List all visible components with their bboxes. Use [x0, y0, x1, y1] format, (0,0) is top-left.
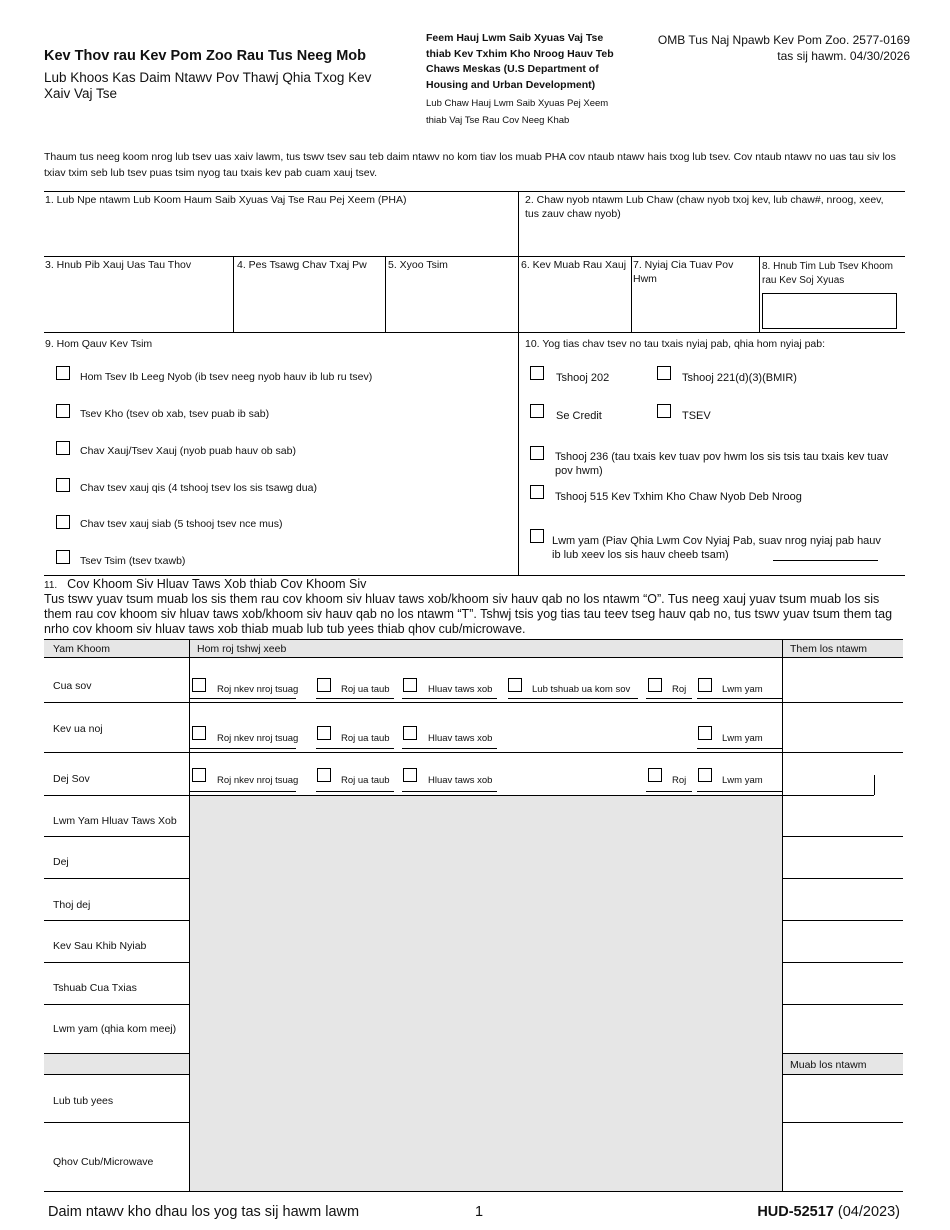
- field-5-year-built: 5. Xyoo Tsim: [388, 259, 448, 271]
- col-header-fuel: Hom roj tshwj xeeb: [197, 643, 287, 655]
- field-8-inspection-date: 8. Hnub Tim Lub Tsev Khoom rau Kev Soj Xyuas: [762, 261, 893, 286]
- row-sewer: Thoj dej: [53, 899, 91, 911]
- heating-other-label: Lwm yam: [722, 684, 763, 695]
- cooking-bottle-gas-checkbox[interactable]: [317, 726, 331, 740]
- department-name: Feem Hauj Lwm Saib Xyuas Vaj Tse thiab Kev Txhim Kho Nroog Hauv Teb Chaws Meskas (U.S Department of Housing and Urban Development): [426, 32, 614, 91]
- row-cooking: Kev ua noj: [53, 723, 103, 735]
- heating-electric-label: Hluav taws xob: [428, 684, 493, 695]
- heating-oil-checkbox[interactable]: [648, 678, 662, 692]
- option-other-subsidy: Lwm yam (Piav Qhia Lwm Cov Nyiaj Pab, suav nrog nyiaj pab hauv ib lub xeev los sis hauv cheeb tsam): [552, 535, 881, 561]
- omb-info: [630, 32, 910, 64]
- section-11-number: 11.: [44, 580, 58, 591]
- option-section-202: Tshooj 202: [556, 372, 610, 384]
- water-heating-electric-label: Hluav taws xob: [428, 775, 493, 786]
- row-air-conditioning: Tshuab Cua Txias: [53, 982, 137, 994]
- checkbox-tax-credit[interactable]: [530, 404, 544, 418]
- water-heating-other-label: Lwm yam: [722, 775, 763, 786]
- checkbox-duplex[interactable]: [56, 404, 70, 418]
- row-other-electric: Lwm Yam Hluav Taws Xob: [53, 815, 177, 827]
- checkbox-home[interactable]: [657, 404, 671, 418]
- form-date: (04/2023): [833, 1204, 900, 1220]
- option-section-221: Tshooj 221(d)(3)(BMIR): [682, 372, 797, 384]
- heating-heat-pump-checkbox[interactable]: [508, 678, 522, 692]
- field-6-rent: 6. Kev Muab Rau Xauj: [521, 259, 627, 271]
- footer-note: Daim ntawv kho dhau los yog tas sij hawm lawm: [48, 1204, 360, 1220]
- water-heating-bottle-gas-label: Roj ua taub: [341, 775, 390, 786]
- field-3-move-in-date: 3. Hnub Pib Xauj Uas Tau Thov: [45, 259, 192, 271]
- heating-oil-label: Roj: [672, 684, 687, 695]
- office-name: Lub Chaw Hauj Lwm Saib Xyuas Pej Xeem thiab Vaj Tse Rau Cov Neeg Khab: [426, 98, 609, 126]
- heating-electric-checkbox[interactable]: [403, 678, 417, 692]
- intro-text: Thaum tus neeg koom nrog lub tsev uas xaiv lawm, tus tswv tsev sau teb daim ntawv no kom tiav los muab PHA cov ntaub ntawv hais txog lub tsev. Cov ntaub ntawv no uas tau siv los txiav txim seb lub tsev puas tsim nyog tau txais kev pab cuam xauj tsev.: [44, 151, 896, 179]
- heating-natural-gas-label: Roj nkev nroj tsuag: [217, 684, 299, 695]
- option-high-rise: Chav tsev xauj siab (5 tshooj tsev nce mus): [80, 518, 283, 530]
- checkbox-single-family[interactable]: [56, 366, 70, 380]
- appliance-header-bg: [44, 1053, 190, 1074]
- water-heating-bottle-gas-checkbox[interactable]: [317, 768, 331, 782]
- heating-heat-pump-label: Lub tshuab ua kom sov: [532, 684, 631, 695]
- form-id: [700, 1204, 900, 1220]
- section-9-title: 9. Hom Qauv Kev Tsim: [45, 338, 153, 350]
- water-heating-electric-checkbox[interactable]: [403, 768, 417, 782]
- col-header-provided-by: Muab los ntawm: [790, 1059, 867, 1071]
- section-11-title-text: Cov Khoom Siv Hluav Taws Xob thiab Cov Khoom Siv: [67, 577, 367, 591]
- checkbox-rowhouse[interactable]: [56, 441, 70, 455]
- field-2-unit-address: 2. Chaw nyob ntawm Lub Chaw (chaw nyob txoj kev, lub chaw#, nroog, xeev, tus zauv chaw nyob): [525, 194, 884, 220]
- row-water-heating: Dej Sov: [53, 773, 90, 785]
- checkbox-low-rise[interactable]: [56, 478, 70, 492]
- option-manufactured: Tsev Tsim (tsev txawb): [80, 555, 186, 567]
- omb-number: OMB Tus Naj Npawb Kev Pom Zoo. 2577-0169: [657, 33, 910, 47]
- option-tax-credit: Se Credit: [556, 410, 602, 422]
- cooking-bottle-gas-label: Roj ua taub: [341, 733, 390, 744]
- other-subsidy-line[interactable]: [773, 560, 878, 561]
- row-water: Dej: [53, 856, 69, 868]
- col-header-item: Yam Khoom: [53, 643, 110, 655]
- checkbox-section-202[interactable]: [530, 366, 544, 380]
- section-10-title: 10. Yog tias chav tsev no tau txais nyiaj pab, qhia hom nyiaj pab:: [525, 338, 826, 350]
- inspection-date-input[interactable]: [762, 293, 897, 329]
- option-single-family: Hom Tsev Ib Leeg Nyob (ib tsev neeg nyob hauv ib lub ru tsev): [80, 371, 373, 383]
- water-heating-natural-gas-label: Roj nkev nroj tsuag: [217, 775, 299, 786]
- row-range-microwave: Qhov Cub/Microwave: [53, 1156, 154, 1168]
- section-11-title: [44, 577, 366, 591]
- field-4-bedrooms: 4. Pes Tsawg Chav Txaj Pw: [237, 259, 367, 271]
- row-heating: Cua sov: [53, 680, 92, 692]
- water-heating-natural-gas-checkbox[interactable]: [192, 768, 206, 782]
- checkbox-section-236[interactable]: [530, 446, 544, 460]
- heating-bottle-gas-label: Roj ua taub: [341, 684, 390, 695]
- section-11-instructions: Tus tswv yuav tsum muab los sis them rau cov khoom siv hluav taws xob/khoom siv hauv qab no los ntawm “O”. Tus neeg xauj yuav tsum muab los sis them rau cov khoom siv hluav taws xob/khoom siv hauv qab no los ntawm “T”. Tshwj tsis yog tias tau teev tseg hauv qab no, tus tswv yuav tsum them tag nrho cov khoom siv hluav taws xob thiab muab lub tub yees thiab qhov cub/microwave.: [44, 592, 893, 636]
- checkbox-section-221[interactable]: [657, 366, 671, 380]
- option-rowhouse: Chav Xauj/Tsev Xauj (nyob puab hauv ob sab): [80, 445, 296, 457]
- water-heating-oil-label: Roj: [672, 775, 687, 786]
- page-number: 1: [475, 1204, 484, 1220]
- option-section-515: Tshooj 515 Kev Txhim Kho Chaw Nyob Deb Nroog: [555, 491, 802, 503]
- water-heating-other-checkbox[interactable]: [698, 768, 712, 782]
- option-home: TSEV: [682, 410, 711, 422]
- option-duplex: Tsev Kho (tsev ob xab, tsev puab ib sab): [80, 408, 270, 420]
- row-refrigerator: Lub tub yees: [53, 1095, 114, 1107]
- cooking-natural-gas-label: Roj nkev nroj tsuag: [217, 733, 299, 744]
- form-subtitle: Lub Khoos Kas Daim Ntawv Pov Thawj Qhia Txog Kev Xaiv Vaj Tse: [44, 70, 372, 101]
- cooking-natural-gas-checkbox[interactable]: [192, 726, 206, 740]
- checkbox-manufactured[interactable]: [56, 550, 70, 564]
- form-title: Kev Thov rau Kev Pom Zoo Rau Tus Neeg Mob: [44, 48, 366, 64]
- checkbox-other-subsidy[interactable]: [530, 529, 544, 543]
- option-section-236: Tshooj 236 (tau txais kev tuav pov hwm los sis tsis tau txais kev tuav pov hwm): [555, 451, 889, 477]
- heating-natural-gas-checkbox[interactable]: [192, 678, 206, 692]
- row-other-specify: Lwm yam (qhia kom meej): [53, 1023, 177, 1035]
- field-7-deposit: 7. Nyiaj Cia Tuav Pov Hwm: [633, 259, 734, 285]
- water-heating-oil-checkbox[interactable]: [648, 768, 662, 782]
- cooking-other-label: Lwm yam: [722, 733, 763, 744]
- cooking-electric-label: Hluav taws xob: [428, 733, 493, 744]
- form-number: HUD-52517: [757, 1204, 834, 1220]
- cooking-electric-checkbox[interactable]: [403, 726, 417, 740]
- col-header-paid-by: Them los ntawm: [790, 643, 868, 655]
- row-trash: Kev Sau Khib Nyiab: [53, 940, 147, 952]
- option-low-rise: Chav tsev xauj qis (4 tshooj tsev los sis tsawg dua): [80, 482, 317, 494]
- checkbox-high-rise[interactable]: [56, 515, 70, 529]
- field-1-pha-name: 1. Lub Npe ntawm Lub Koom Haum Saib Xyuas Vaj Tse Rau Pej Xeem (PHA): [45, 194, 407, 206]
- unused-area: [190, 795, 782, 1191]
- cooking-other-checkbox[interactable]: [698, 726, 712, 740]
- checkbox-section-515[interactable]: [530, 485, 544, 499]
- table-header-bg: [44, 640, 782, 657]
- heating-other-checkbox[interactable]: [698, 678, 712, 692]
- omb-expiry: tas sij hawm. 04/30/2026: [777, 49, 910, 63]
- heating-bottle-gas-checkbox[interactable]: [317, 678, 331, 692]
